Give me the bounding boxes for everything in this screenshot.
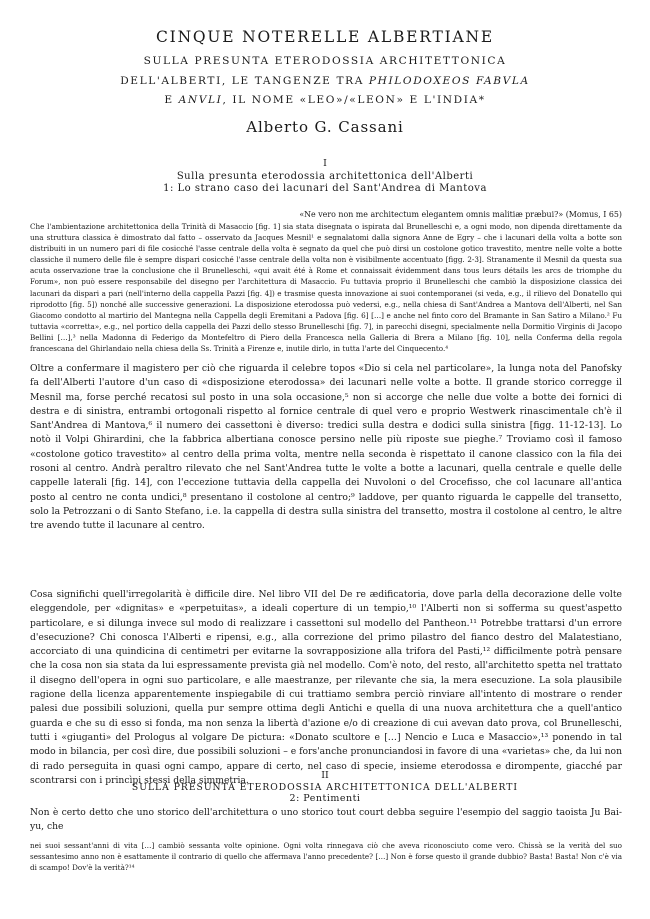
author-name: Alberto G. Cassani [246, 118, 404, 136]
subtitle-line-1: SULLA PRESUNTA ETERODOSSIA ARCHITETTONICA [143, 55, 507, 67]
block-quotation: nei suoi sessant'anni di vita […] cambiò sessanta volte opinione. Ogni volta rinnegava ciò che aveva riconosciuto come vero. Chissà se la verità del suo sessantesimo anno non è esattamente il contrario di quello che affermava l'anno precedente? […] Non è forse questo il grande dubbio? Basta! Basta! Non c'è via di scampo! Dov'è la verità?¹⁴ [30, 841, 622, 873]
subtitle-line-2 [0, 72, 650, 92]
article-title: CINQUE NOTERELLE ALBERTIANE [155, 28, 494, 46]
article-subtitle [0, 52, 650, 111]
section-2-number: II [321, 770, 329, 781]
section-1-title: Sulla presunta eterodossia architettonica dell'Alberti [176, 171, 474, 182]
subtitle-line-2-text: DELL'ALBERTI, LE TANGENZE TRA [120, 74, 369, 87]
paragraph-3: Non è certo detto che uno storico dell'architettura o uno storico tout court debba seguire l'esempio del saggio taoista Ju Bai-yu, che [30, 807, 622, 833]
subtitle-line-3-text-a: E [164, 94, 179, 106]
paragraph-2: Cosa significhi quell'irregolarità è difficile dire. Nel libro VII del De re ædificatoria, dove parla della decorazione delle volte eleggendole, per «dignitas» e «perpetuitas», a ideali coperture di un tempio,¹⁰ l'Alberti non si sofferma su quest'aspetto particolare, e si dilunga invece sul modo di realizzare i cassettoni sul modello del Pantheon.¹¹ Potrebbe trattarsi d'un errore d'esecuzione? Chi conosca l'Alberti e ripensi, e.g., alla correzione del primo pilastro del fianco destro del Malatestiano, accorciato di una quindicina di centimetri per evitarne la sovrapposizione alla trifora del Pasti,¹² difficilmente potrà pensare che la cosa non sia stata da lui espressamente prevista già nel modello. Com'è noto, del resto, all'architetto spetta nel trattato il disegno dell'opera in ogni suo particolare, e alle maestranze, per rilevante che sia, la mera esecuzione. La sola plausibile ragione della licenza apparentemente inspiegabile di cui trattiamo sembra perciò rinviare all'intento di mostrare o render palesi due possibili soluzioni, quella pur sempre ottima degli Antichi e quella di una nuova architettura che a quell'antico guarda e che su di esso si fonda, ma non senza la libertà d'azione e/o di creazione di cui avevan dato prova, col Brunelleschi, tutti i «giuganti» del Prologus al volgare De pictura: «Donato scultore e […] Nencio e Luca e Masaccio»,¹³ ponendo in tal modo in bilancia, per così dire, due possibili soluzioni – e fors'anche pronunciandosi in favore di una «varietas» che, da lui non di rado perseguita in quasi ogni campo, appare di certo, nel caso di specie, insieme eterodossa e dirompente, giacché par scontrarsi con i princìpi stessi della simmetria. [30, 589, 622, 786]
section-2-title: SULLA PRESUNTA ETERODOSSIA ARCHITETTONICA DELL'ALBERTI [131, 782, 519, 793]
subtitle-line-2-italic: PHILODOXEOS FABVLA [368, 74, 530, 87]
epigraph: «Ne vero non me architectum elegantem omnis malitiæ præbui?» (Momus, I 65) [299, 210, 622, 219]
paragraph-1: Oltre a confermare il magistero per ciò che riguarda il celebre topos «Dio si cela nel particolare», la lunga nota del Panofsky fa dell'Alberti l'autore d'un caso di «disposizione eterodossa» dei lacunari nelle volte a botte. Il grande storico corregge il Mesnil ma, forse perché recatosi sul posto in una sola occasione,⁵ non si accorge che nelle due volte a botte dei fornici di destra e di sinistra, entrambi ortogonali rispetto al fornice centrale di quel vero e proprio Westwerk rinascimentale ch'è il Sant'Andrea di Mantova,⁶ il numero dei cassettoni è diverso: tredici sulla destra e dodici sulla sinistra [figg. 11-12-13]. Lo notò il Volpi Ghirardini, che la fabbrica albertiana conosce persino nelle più riposte sue pieghe.⁷ Troviamo così il famoso «costolone gotico travestito» al centro della prima volta, mentre nella seconda è rispettato il canone classico con la fila dei rosoni al centro. Andrà peraltro rilevato che nel Sant'Andrea tutte le volte a botte a lacunari, quella centrale e quelle delle cappelle laterali [fig. 14], con l'eccezione tuttavia della cappella dei Nuvoloni o del Crocefisso, che col lacunare all'antica posto al centro ne conta undici,⁸ presentano il costolone al centro;⁹ laddove, per quanto riguarda le cappelle del transetto, solo la Petrozzani o di Santo Stefano, i.e. la cappella di destra sulla sinistra del transetto, mostra il costolone al centro, le altre tre avendo tutte il lacunare al centro. [30, 363, 622, 532]
subtitle-line-3 [0, 91, 650, 111]
intro-quotation: Che l'ambientazione architettonica della Trinità di Masaccio [fig. 1] sia stata disegnata o ispirata dal Brunelleschi e, a ogni modo, non dipenda direttamente da una struttura classica è dimostrato dal fatto – osservato da Jacques Mesnil¹ e segnalatomi dalla signora Anne de Egry – che i lacunari della volta a botte son distribuiti in un numero pari di file cosicché l'asse centrale della volta è segnato da quel che può dirsi un costolone gotico travestito, mentre nelle volte a botte classiche il numero delle file è sempre dispari cosicché l'asse centrale della volta non è visibilmente accentuato [figg. 2-3]. Stranamente il Mesnil da questa sua acuta osservazione trae la conclusione che il Brunelleschi, «qui avait été à Rome et connaissait évidemment dans tous leurs détails les arcs de triomphe du Forum», non può essere responsabile del disegno per l'architettura di Masaccio. Fu tuttavia proprio il Brunelleschi che cambiò la disposizione classica dei lacunari da dispari a pari (nell'interno della cappella Pazzi [fig. 4]) e trasmise questa innovazione ai suoi contemporanei (si veda, e.g., il rilievo del Donatello qui riprodotto [fig. 5]) nonché alle successive generazioni. La disposizione eterodossa può vedersi, e.g., nella chiesa di Sant'Andrea a Mantova dell'Alberti, nel San Giacomo condotto al martirio del Mantegna nella Cappella degli Eremitani a Padova [fig. 6] […] e anche nel finto coro del Bramante in San Satiro a Milano.² Fu tuttavia «corretta», e.g., nel portico della cappella dei Pazzi dello stesso Brunelleschi [fig. 7], in parecchi disegni, specialmente nella Dormitio Virginis di Jacopo Bellini […],³ nella Madonna di Federigo da Montefeltro di Piero della Francesca nella Galleria di Brera a Milano [fig. 10], nella Conferma della regola francescana del Ghirlandaio nella chiesa della Ss. Trinità a Firenze e, inutile dirlo, in tutta l'arte del Cinquecento.⁴ [30, 222, 622, 354]
subtitle-line-3-italic: ANVLI [178, 94, 223, 106]
subtitle-line-3-text-c: , IL NOME «LEO»/«LEON» E L'INDIA* [222, 94, 486, 106]
section-1-number: I [323, 158, 327, 169]
section-1-subtitle: 1: Lo strano caso dei lacunari del Sant'Andrea di Mantova [163, 183, 487, 194]
section-2-subtitle: 2: Pentimenti [289, 793, 361, 804]
